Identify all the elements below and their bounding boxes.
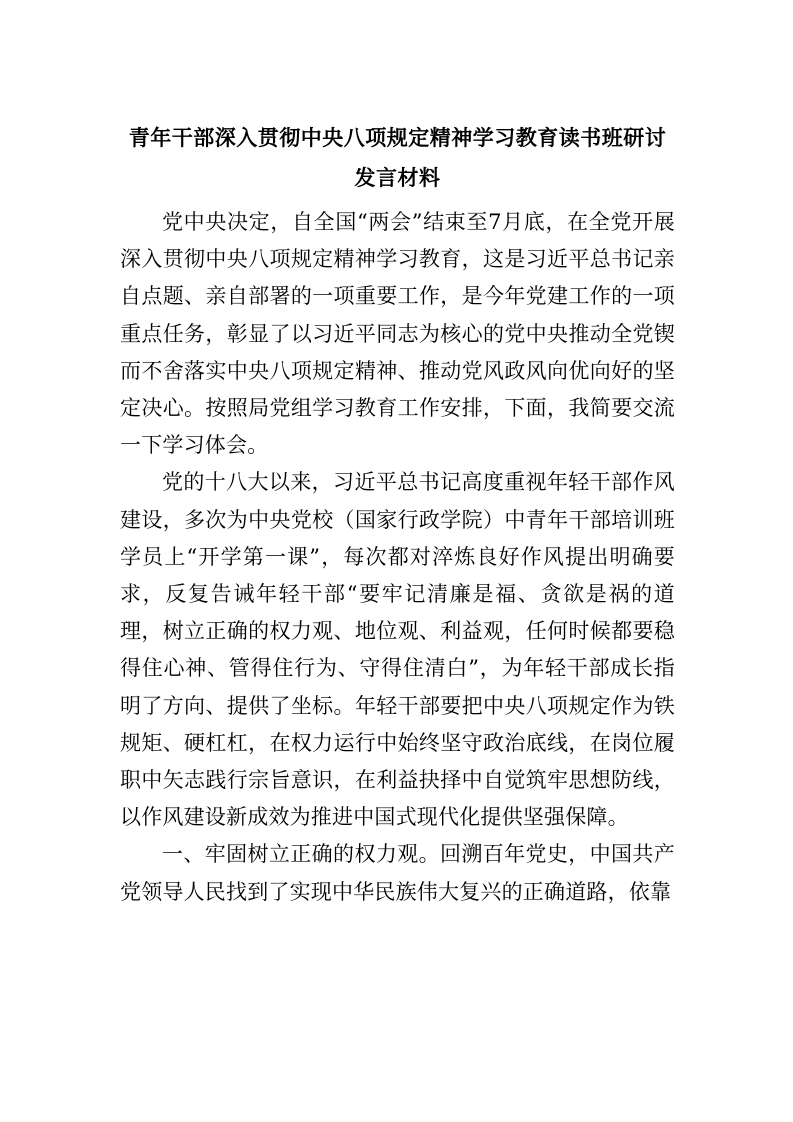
- paragraph-section-one: 一、牢固树立正确的权力观。回溯百年党史，中国共产党领导人民找到了实现中华民族伟大复兴的正确道路，依靠: [120, 842, 675, 904]
- title-line-1: 青年干部深入贯彻中央八项规定精神学习教育读书班研讨: [128, 125, 667, 150]
- paragraph-intro: 党中央决定，自全国“两会”结束至7月底，在全党开展深入贯彻中央八项规定精神学习教育，这是习近平总书记亲自点题、亲自部署的一项重要工作，是今年党建工作的一项重点任务，彰显了以习近平同志为核心的党中央推动全党锲而不舍落实中央八项规定精神、推动党风政风向优向好的坚定决心。按照局党组学习教育工作安排，下面，我简要交流一下学习体会。: [120, 210, 675, 458]
- title-line-2: 发言材料: [354, 165, 441, 190]
- paragraph-background: 党的十八大以来，习近平总书记高度重视年轻干部作风建设，多次为中央党校（国家行政学院）中青年干部培训班学员上“开学第一课”，每次都对淬炼良好作风提出明确要求，反复告诫年轻干部“要牢记清廉是福、贪欲是祸的道理，树立正确的权力观、地位观、利益观，任何时候都要稳得住心神、管得住行为、守得住清白”，为年轻干部成长指明了方向、提供了坐标。年轻干部要把中央八项规定作为铁规矩、硬杠杠，在权力运行中始终坚守政治底线，在岗位履职中矢志践行宗旨意识，在利益抉择中自觉筑牢思想防线，以作风建设新成效为推进中国式现代化提供坚强保障。: [120, 470, 675, 830]
- document-body: [120, 118, 675, 911]
- document-title: [120, 118, 675, 198]
